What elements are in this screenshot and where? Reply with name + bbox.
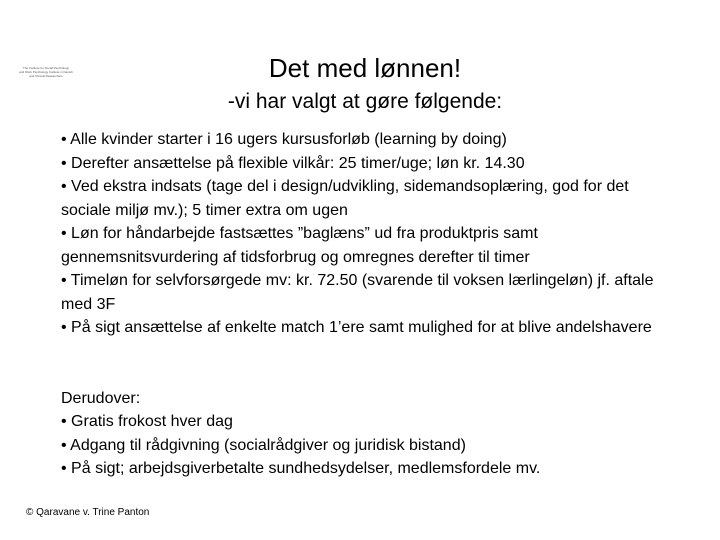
bullet-item: • Timeløn for selvforsørgede mv: kr. 72.50 (svarende til voksen lærlingeløn) jf. aftale med 3F	[61, 272, 654, 313]
bullet-item: • Derefter ansættelse på flexible vilkår: 25 timer/uge; løn kr. 14.30	[61, 154, 525, 172]
bullet-item: • Løn for håndarbejde fastsættes ”baglæns” ud fra produktpris samt gennemsnitsvurdering af tidsforbrug og omregnes derefter til timer	[61, 225, 538, 266]
logo-line-3: and Clinical Researchers	[29, 74, 63, 78]
bullet-item: • Alle kvinder starter i 16 ugers kursusforløb (learning by doing)	[61, 131, 507, 148]
bullet-item: • På sigt ansættelse af enkelte match 1’ere samt mulighed for at blive andelshavere	[61, 319, 652, 336]
extra-bullet-item: • Adgang til rådgivning (socialrådgiver og juridisk bistand)	[61, 436, 466, 454]
slide-body	[61, 128, 661, 481]
bullet-item: • Ved ekstra indsats (tage del i design/udvikling, sidemandsoplæring, god for det sociale miljø mv.); 5 timer extra om ugen	[61, 178, 629, 219]
section-spacer	[61, 340, 661, 387]
logo-line-1: The Institute for Social Psychology	[22, 66, 70, 70]
extra-bullet-item: • På sigt; arbejdsgiverbetalte sundhedsydelser, medlemsfordele mv.	[61, 460, 541, 477]
logo-line-2: and Work Psychology Institute in Danish	[19, 70, 73, 74]
slide-title: Det med lønnen!	[268, 53, 462, 83]
extra-heading: Derudover:	[61, 389, 141, 407]
copyright-footer: © Qaravane v. Trine Panton	[26, 507, 150, 518]
slide-subtitle: -vi har valgt at gøre følgende:	[227, 90, 503, 113]
extra-bullet-item: • Gratis frokost hver dag	[61, 413, 233, 430]
